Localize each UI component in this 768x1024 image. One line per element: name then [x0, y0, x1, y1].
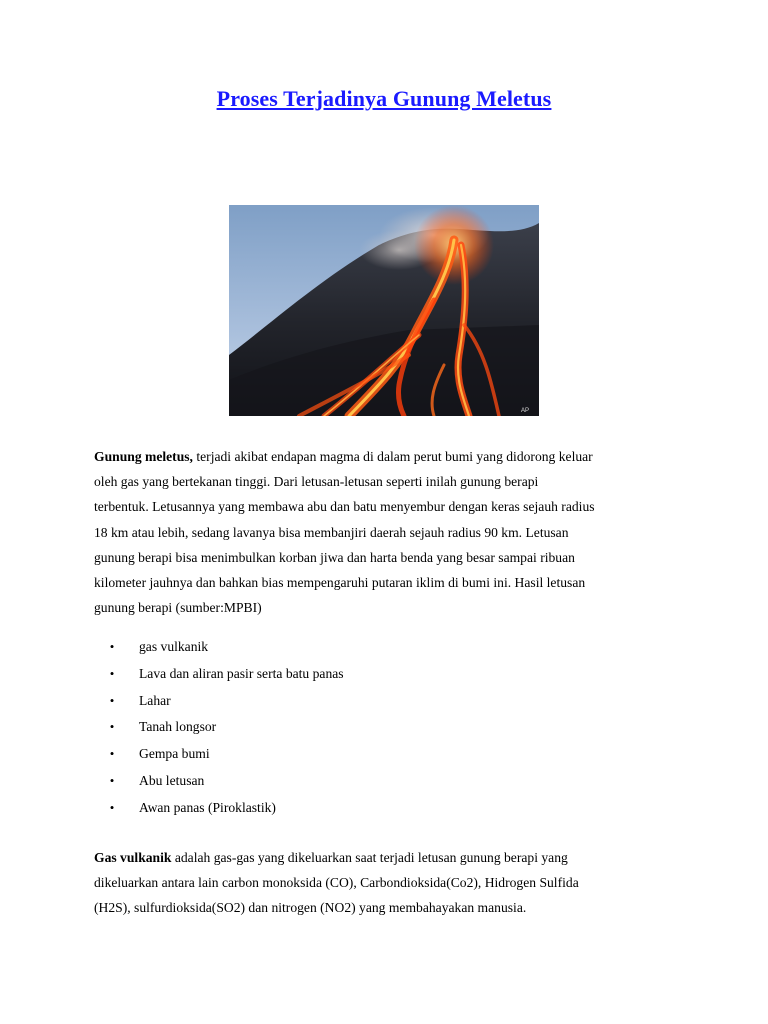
bullet-icon: •	[109, 746, 115, 762]
bullet-icon: •	[109, 692, 115, 708]
list-item-text: Tanah longsor	[139, 719, 217, 735]
bullet-icon: •	[109, 799, 115, 815]
bullet-icon: •	[109, 639, 115, 654]
bullet-icon: •	[109, 772, 115, 788]
volcano-photo	[229, 205, 539, 416]
bullet-icon: •	[109, 719, 115, 735]
gas-line-1-text: adalah gas-gas yang dikeluarkan saat terjadi letusan gunung berapi yang	[171, 850, 568, 865]
intro-line-1-text: terjadi akibat endapan magma di dalam perut bumi yang didorong keluar	[192, 449, 593, 464]
intro-line-6: kilometer jauhnya dan bahkan bias mempengaruhi putaran iklim di bumi ini. Hasil letusan	[94, 575, 586, 591]
title-link[interactable]: Proses Terjadinya Gunung Meletus	[216, 86, 552, 111]
gas-paragraph	[94, 845, 684, 921]
list-item-text: Lava dan aliran pasir serta batu panas	[139, 665, 344, 681]
intro-line-1	[94, 444, 684, 469]
gas-line-3: (H2S), sulfurdioksida(SO2) dan nitrogen (NO2) yang membahayakan manusia.	[94, 900, 527, 916]
volcano-illustration	[229, 205, 539, 416]
page-title[interactable]	[0, 86, 768, 112]
list-item-text: Gempa bumi	[139, 746, 210, 762]
gas-line-1	[94, 845, 684, 870]
list-item-text: Lahar	[139, 692, 171, 708]
intro-line-2: oleh gas yang bertekanan tinggi. Dari letusan-letusan seperti inilah gunung berapi	[94, 474, 539, 490]
photo-credit: AP	[520, 408, 529, 414]
intro-bold-term: Gunung meletus,	[94, 449, 193, 464]
list-item-text: Awan panas (Piroklastik)	[139, 799, 276, 815]
gas-bold-term: Gas vulkanik	[94, 850, 172, 865]
intro-paragraph	[94, 444, 684, 620]
intro-line-7: gunung berapi (sumber:MPBI)	[94, 600, 262, 616]
intro-line-5: gunung berapi bisa menimbulkan korban jiwa dan harta benda yang besar sampai ribuan	[94, 549, 575, 565]
intro-line-3: terbentuk. Letusannya yang membawa abu dan batu menyembur dengan keras sejauh radius	[94, 499, 595, 515]
list-item-text: Abu letusan	[139, 772, 205, 788]
list-item-text: gas vulkanik	[139, 639, 209, 654]
bullet-icon: •	[109, 665, 115, 681]
gas-line-2: dikeluarkan antara lain carbon monoksida (CO), Carbondioksida(Co2), Hidrogen Sulfida	[94, 875, 579, 891]
intro-line-4: 18 km atau lebih, sedang lavanya bisa membanjiri daerah sejauh radius 90 km. Letusan	[94, 524, 569, 540]
